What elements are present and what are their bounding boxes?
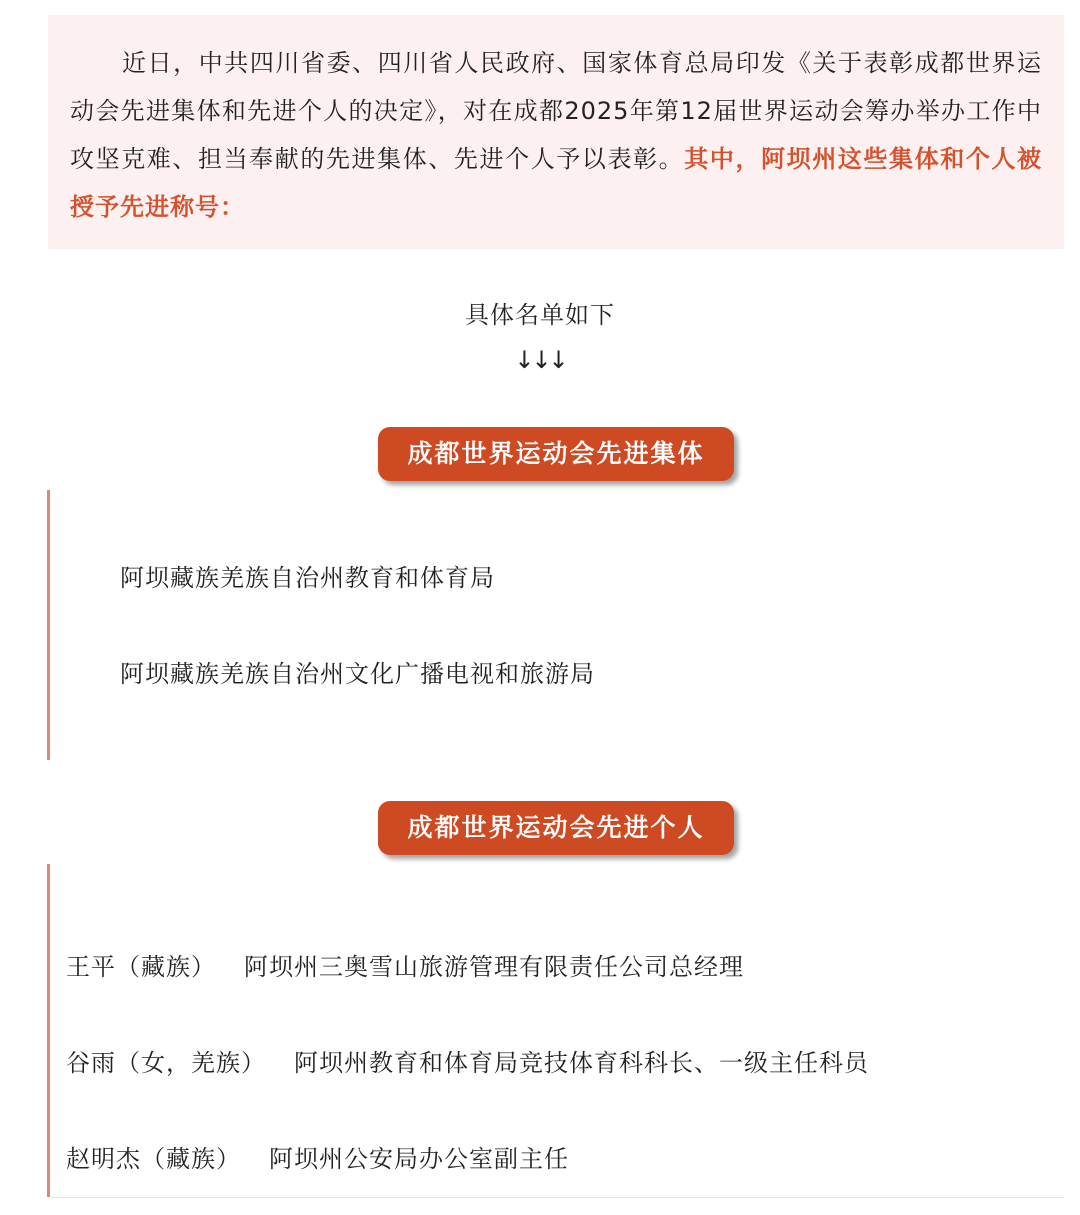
individual-name: 王平（藏族） xyxy=(66,953,216,981)
section-title-advanced-individuals: 成都世界运动会先进个人 xyxy=(378,801,734,855)
section-divider-line xyxy=(47,864,50,1197)
bottom-rule xyxy=(50,1197,1064,1198)
individual-item xyxy=(66,1046,869,1080)
group-item: 阿坝藏族羌族自治州文化广播电视和旅游局 xyxy=(120,660,595,688)
section-title-advanced-groups: 成都世界运动会先进集体 xyxy=(378,427,734,481)
group-item: 阿坝藏族羌族自治州教育和体育局 xyxy=(120,564,495,592)
list-intro: 具体名单如下 xyxy=(465,301,615,329)
individual-name: 谷雨（女，羌族） xyxy=(66,1049,266,1077)
individual-position: 阿坝州三奥雪山旅游管理有限责任公司总经理 xyxy=(244,953,744,981)
intro-paragraph xyxy=(70,39,1042,231)
individual-position: 阿坝州教育和体育局竞技体育科科长、一级主任科员 xyxy=(294,1049,869,1077)
individual-item xyxy=(66,1142,569,1176)
intro-box xyxy=(48,15,1064,249)
intro-highlight: 其中，阿坝州这些集体和个人被授予先进称号： xyxy=(70,145,1043,221)
section-divider-line xyxy=(47,490,50,760)
individual-position: 阿坝州公安局办公室副主任 xyxy=(269,1145,569,1173)
individual-item xyxy=(66,950,744,984)
individual-name: 赵明杰（藏族） xyxy=(66,1145,241,1173)
down-arrows-icon: ↓↓↓ xyxy=(514,346,566,374)
intro-text: 近日，中共四川省委、四川省人民政府、国家体育总局印发《关于表彰成都世界运动会先进集体和先进个人的决定》，对在成都2025年第12届世界运动会筹办举办工作中攻坚克难、担当奉献的先进集体、先进个人予以表彰。 xyxy=(70,49,1042,173)
